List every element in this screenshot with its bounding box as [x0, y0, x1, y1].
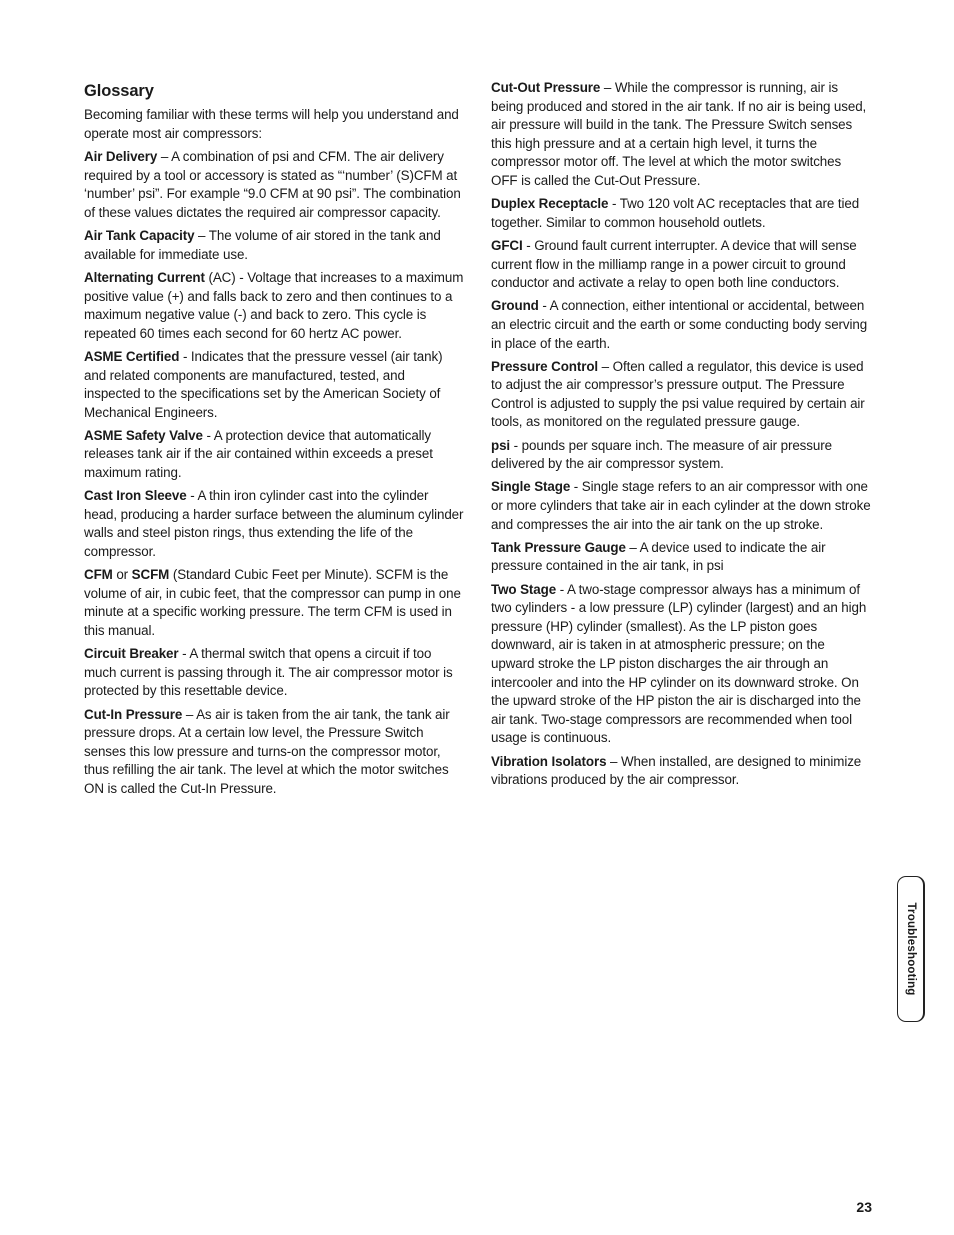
glossary-term: Cut-In Pressure [84, 706, 183, 722]
glossary-term: Single Stage [491, 479, 571, 495]
glossary-entry-vibration-isolators [491, 753, 871, 790]
section-side-tab [897, 876, 925, 1022]
glossary-definition: – While the compressor is running, air is being produced and stored in the air tank. If no air is being used, air pressure will build in the tank. The Pressure Switch senses this high pressure and at a certain high level, it turns the compressor motor off. The level at which the motor switches OFF is called the Cut-Out Pressure. [491, 80, 867, 188]
glossary-term: Pressure Control [491, 358, 599, 374]
glossary-term: CFM [84, 567, 113, 583]
glossary-entry-asme-safety-valve [84, 427, 464, 483]
glossary-entry-ground [491, 297, 871, 353]
glossary-term: Tank Pressure Gauge [491, 539, 626, 555]
glossary-entry-asme-certified [84, 348, 464, 422]
glossary-term: ASME Safety Valve [84, 427, 203, 443]
glossary-entry-duplex-receptacle [491, 195, 871, 232]
glossary-entry-cut-in-pressure [84, 706, 464, 799]
glossary-definition: - A thin iron cylinder cast into the cylinder head, producing a harder surface between the aluminum cylinder walls and steel piston rings, thus extending the life of the compressor. [84, 488, 464, 560]
glossary-term: Air Delivery [84, 149, 158, 165]
glossary-entry-air-delivery [84, 148, 464, 222]
glossary-definition: - A protection device that automatically releases tank air if the air contained within exceeds a preset maximum rating. [84, 427, 433, 481]
glossary-term: ASME Certified [84, 348, 180, 364]
glossary-entry-circuit-breaker [84, 645, 464, 701]
glossary-term: Cast Iron Sleeve [84, 488, 187, 504]
glossary-entry-cast-iron-sleeve [84, 487, 464, 561]
glossary-term: Two Stage [491, 581, 557, 597]
glossary-term: psi [491, 437, 511, 453]
glossary-entry-two-stage [491, 581, 871, 748]
glossary-definition: - Single stage refers to an air compressor with one or more cylinders that take air in each cylinder at the down stroke and compresses the air into the air tank on the up stroke. [491, 479, 871, 532]
glossary-definition: (AC) - Voltage that increases to a maximum positive value (+) and falls back to zero and then continues to a maximum negative value (-) and back to zero. This cycle is repeated 60 times each second for 60 hertz AC power. [84, 269, 464, 341]
glossary-term-secondary: SCFM [131, 567, 170, 583]
glossary-entry-pressure-control [491, 358, 871, 432]
glossary-definition: - A thermal switch that opens a circuit if too much current is passing through it. The air compressor motor is protected by this resettable device. [84, 646, 453, 699]
glossary-right-column [491, 79, 871, 794]
glossary-entry-cfm-scfm [84, 566, 464, 640]
glossary-definition: - pounds per square inch. The measure of air pressure delivered by the air compressor system. [491, 437, 832, 472]
glossary-entry-alternating-current [84, 269, 464, 343]
glossary-definition: - Ground fault current interrupter. A device that will sense current flow in the milliamp range in a power circuit to ground conductor and activate a relay to open both line conductors. [491, 237, 857, 291]
glossary-term: Cut-Out Pressure [491, 80, 601, 95]
glossary-intro: Becoming familiar with these terms will help you understand and operate most air compressors: [84, 107, 459, 141]
glossary-term: Air Tank Capacity [84, 228, 195, 244]
glossary-definition: – When installed, are designed to minimize vibrations produced by the air compressor. [491, 753, 862, 788]
glossary-term: GFCI [491, 237, 523, 253]
glossary-term: Circuit Breaker [84, 646, 179, 662]
glossary-term: Alternating Current [84, 269, 205, 285]
glossary-heading: Glossary [84, 82, 154, 100]
glossary-entry-cut-out-pressure [491, 79, 871, 191]
glossary-definition: (Standard Cubic Feet per Minute). SCFM is the volume of air, in cubic feet, that the compressor can pump in one minute at a specific working pressure. The term CFM is used in this manual. [84, 567, 461, 638]
glossary-definition: - A connection, either intentional or accidental, between an electric circuit and the earth or some conducting body serving in place of the earth. [491, 298, 868, 351]
glossary-definition: – As air is taken from the air tank, the tank air pressure drops. At a certain low level, the Pressure Switch senses this low pressure and turns-on the compressor motor, thus refilling the air tank. The level at which the motor switches ON is called the Cut-In Pressure. [84, 706, 450, 796]
glossary-definition: – A combination of psi and CFM. The air delivery required by a tool or accessory is stated as “‘number’ (S)CFM at ‘number’ psi”. For example “9.0 CFM at 90 psi”. The combination of these values dictates the required air compressor capacity. [84, 149, 461, 220]
glossary-term: Vibration Isolators [491, 753, 607, 769]
glossary-definition: - Indicates that the pressure vessel (air tank) and related components are manufactured, tested, and inspected to the specifications set by the American Society of Mechanical Engineers. [84, 348, 443, 420]
glossary-definition: – A device used to indicate the air pressure contained in the air tank, in psi [491, 539, 826, 574]
glossary-connector: or [112, 567, 132, 583]
glossary-entry-gfci [491, 237, 871, 293]
glossary-term: Ground [491, 298, 539, 314]
glossary-definition: - A two-stage compressor always has a minimum of two cylinders - a low pressure (LP) cylinder (largest) and an high pressure (HP) cylinder (smallest). As the LP piston goes downward, air is taken in at atmospheric pressure; on the upward stroke the LP piston discharges the air through an intercooler and into the HP cylinder on its downward stroke. On the upward stroke of the HP piston the air is discharged into the air tank. Two-stage compressors are recommended when tool usage is continuous. [491, 581, 867, 746]
section-side-tab-label: Troubleshooting [904, 902, 917, 996]
glossary-entry-tank-pressure-gauge [491, 539, 871, 576]
glossary-entry-psi [491, 437, 871, 474]
glossary-entry-air-tank-capacity [84, 227, 464, 264]
glossary-definition: – The volume of air stored in the tank and available for immediate use. [84, 228, 441, 262]
glossary-entry-single-stage [491, 478, 871, 534]
glossary-definition: - Two 120 volt AC receptacles that are tied together. Similar to common household outlets. [491, 196, 860, 230]
glossary-term: Duplex Receptacle [491, 196, 609, 212]
glossary-left-column [84, 78, 464, 803]
glossary-definition: – Often called a regulator, this device is used to adjust the air compressor’s pressure output. The Pressure Control is adjusted to supply the psi value required by certain air tools, as monitored on the regulated pressure gauge. [491, 358, 865, 430]
page-number: 23 [856, 1199, 872, 1215]
